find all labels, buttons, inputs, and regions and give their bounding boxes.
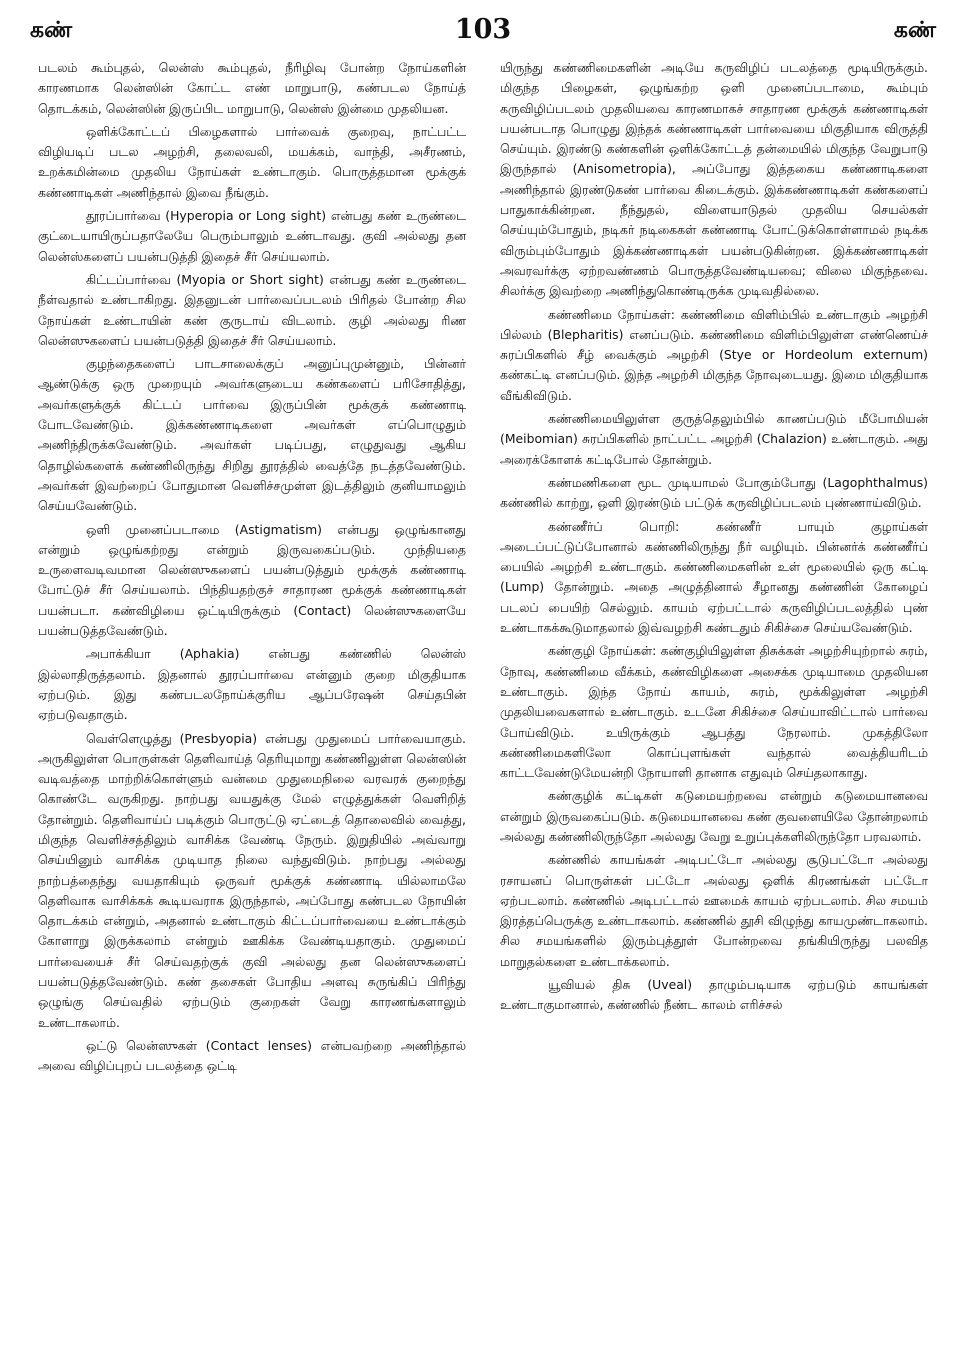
paragraph: அபாக்கியா (Aphakia) என்பது கண்ணில் லென்ஸ் இல்லாதிருத்தலாம். இதனால் தூரப்பார்வை என்னும் குறை மிகுதியாக ஏற்படும். இது கண்படலநோய்க்குரிய ஆப்பரேஷன் செய்தபின் ஏற்படுவதாகும். bbox=[38, 646, 466, 723]
header-right-keyword: கண் bbox=[893, 18, 936, 43]
page-header bbox=[0, 14, 966, 54]
paragraph: ஒளிக்கோட்டப் பிழைகளால் பார்வைக் குறைவு, நாட்பட்ட விழியடிப் படல அழற்சி, தலைவலி, மயக்கம், வாந்தி, அசீரணம், உறக்கமின்மை முதலிய நோய்கள் உண்டாகும். பொருத்தமான மூக்குக் கண்ணாடிகள் அணிந்தால் இவை நீங்கும். bbox=[38, 123, 466, 200]
paragraph: கண்ணிமை நோய்கள்: கண்ணிமை விளிம்பில் உண்டாகும் அழற்சி பில்லம் (Blepharitis) எனப்படும். கண்ணிமை விளிம்பிலுள்ள எண்ணெய்ச் சுரப்பிகளில் சீழ் வைக்கும் அழற்சி (Stye or Hordeolum externum) கண்கட்டி எனப்படும். இந்த அழற்சி மிகுந்த நோவுடையது. இமை மிகுதியாக வீங்கிவிடும். bbox=[500, 306, 928, 403]
paragraph: குழந்தைகளைப் பாடசாலைக்குப் அனுப்புமுன்னும், பின்னர் ஆண்டுக்கு ஒரு முறையும் அவர்களுடைய கண்களைப் பரிசோதித்து, அவர்களுக்குக் கிட்டப் பார்வை இருப்பின் மூக்குக் கண்ணாடி போடவேண்டும். இக்கண்ணாடிகளை அவர்கள் எப்பொழுதும் அணிந்திருக்கவேண்டும். அவர்கள் படிப்பது, எழுதுவது ஆகிய தொழில்களைக் கண்ணிலிருந்து சிறிது தூரத்தில் வைத்தே நடத்தவேண்டும். அவர்கள் இவற்றைப் போதுமான வெளிச்சமுள்ள இடத்திலும் குனியாமலும் செய்யவேண்டும். bbox=[38, 356, 466, 514]
page-number: 103 bbox=[454, 14, 512, 45]
paragraph: கண்மணிகளை மூட முடியாமல் போகும்போது (Lagophthalmus) கண்ணில் காற்று, ஒளி இரண்டும் பட்டுக் கருவிழிப்படலம் புண்ணாய்விடும். bbox=[500, 474, 928, 511]
paragraph: வெள்ளெழுத்து (Presbyopia) என்பது முதுமைப் பார்வையாகும். அருகிலுள்ள பொருள்கள் தெளிவாய்த் தெரியுமாறு கண்ணிலுள்ள லென்ஸின் வடிவத்தை மாற்றிக்கொள்ளும் வன்மை முதுமைநிலை வரவரக் குறைந்து கொண்டே வருகிறது. நாற்பது வயதுக்கு மேல் எழுத்துக்கள் வெளிறித் தோன்றும். தெளிவாய்ப் படிக்கும் பொருட்டு ஏட்டைத் தொலைவில் வைத்து, மிகுந்த வெளிச்சத்திலும் வாசிக்க வேண்டி நேரும். இறுதியில் அவ்வாறு செய்யினும் வாசிக்க முடியாத நிலை வந்துவிடும். நாற்பது அல்லது நாற்பத்தைந்து வயதாகியும் ஒருவர் மூக்குக் கண்ணாடி யில்லாமலே தெளிவாக வாசிக்கக் கூடியவராக இருந்தால், அப்போது கண்படல நோயின் தொடக்கம் என்றும், அதனால் உண்டாகும் கிட்டப்பார்வையை உண்டாக்கும் கோளாறு இருக்கலாம் என்றும் ஊகிக்க வேண்டியதாகும். முதுமைப் பார்வையைச் சீர் செய்வதற்குக் குவி அல்லது தன லென்ஸுகளைப் பயன்படுத்தவேண்டும். கண் தசைகள் போதிய அளவு சுருங்கிப் பிரிந்து ஒழுங்கு செய்வதில் ஏற்படும் குறைகள் வேறு காரணங்களாலும் உண்டாகலாம். bbox=[38, 730, 466, 1030]
paragraph: கண்குழிக் கட்டிகள் கடுமையற்றவை என்றும் கடுமையானவை என்றும் இருவகைப்படும். கடுமையானவை கண் குவளையிலே தோன்றலாம் அல்லது கண்ணிலிருந்தோ அல்லது வேறு உறுப்புக்களிலிருந்தோ பரவலாம். bbox=[500, 788, 928, 844]
paragraph: கிட்டப்பார்வை (Myopia or Short sight) என்பது கண் உருண்டை நீள்வதால் உண்டாகிறது. இதனுடன் பார்வைப்படலம் பிரிதல் போன்ற சில நோய்கள் உண்டாயின் கண் குருடாய் விடலாம். குழி அல்லது ரிண லென்ஸுகளைப் பயன்படுத்தி இதைச் சீர் செய்யலாம். bbox=[38, 271, 466, 348]
paragraph: கண்ணீர்ப் பொறி: கண்ணீர் பாயும் குழாய்கள் அடைப்பட்டுப்போனால் கண்ணிலிருந்து நீர் வழியும். பின்னர்க் கண்ணீர்ப் பையில் அழற்சி உண்டாகும். கண்ணிமைகளின் உள் மூலையில் ஒரு கட்டி (Lump) தோன்றும். அதை அழுத்தினால் சீழானது கண்ணின் கோழைப் படலப் பையிற் செல்லும். காயம் ஏற்பட்டால் கருவிழிப்படலத்தில் புண் உண்டாகக்கூடுமாதலால் இவ்வழற்சி கண்டதும் சிகிச்சை செய்யவேண்டும். bbox=[500, 518, 928, 636]
paragraph: படலம் கூம்புதல், லென்ஸ் கூம்புதல், நீரிழிவு போன்ற நோய்களின் காரணமாக லென்ஸின் கோட்ட எண் மாறுபாடு, கண்படல நோய்த் தொடக்கம், லென்ஸின் இருப்பிட மாறுபாடு, லென்ஸ் இன்மை முதலியன. bbox=[38, 60, 466, 116]
paragraph: ஒட்டு லென்ஸுகள் (Contact lenses) என்பவற்றை அணிந்தால் அவை விழிப்புறப் படலத்தை ஒட்டி bbox=[38, 1037, 466, 1074]
paragraph: கண்குழி நோய்கள்: கண்குழியிலுள்ள திசுக்கள் அழற்சியுற்றால் சுரம், நோவு, கண்ணிமை வீக்கம், கண்விழிகளை அசைக்க முடியாமை முதலியன உண்டாகும். இந்த நோய் காயம், சுரம், மூக்கிலுள்ள அழற்சி முதலியவைகளால் உண்டாகும். உடனே சிகிச்சை செய்யாவிட்டால் பார்வை போய்விடும். உயிருக்கும் ஆபத்து நேரலாம். முகத்திலோ கண்ணிமைகளிலோ கொப்புளங்கள் வந்தால் வைத்தியரிடம் காட்டவேண்டுமேயன்றி நோயாளி தானாக எதுவும் செய்தலாகாது. bbox=[500, 643, 928, 781]
paragraph: யூவியல் திசு (Uveal) தாழும்படியாக ஏற்படும் காயங்கள் உண்டாகுமானால், கண்ணில் நீண்ட காலம் எரிச்சல் bbox=[500, 977, 928, 1013]
header-left-keyword: கண் bbox=[30, 18, 73, 43]
paragraph: தூரப்பார்வை (Hyperopia or Long sight) என்பது கண் உருண்டை குட்டையாயிருப்பதாலேயே பெரும்பாலும் உண்டாவது. குவி அல்லது தன லென்ஸ்களைப் பயன்படுத்தி இதைச் சீர் செய்யலாம். bbox=[38, 208, 466, 264]
right-column bbox=[500, 58, 928, 1019]
paragraph: கண்ணில் காயங்கள் அடிபட்டோ அல்லது சூடுபட்டோ அல்லது ரசாயனப் பொருள்கள் பட்டோ அல்லது ஒளிக் கிரணங்கள் பட்டோ ஏற்படலாம். கண்ணில் அடிபட்டால் ஊமைக் காயம் ஏற்படலாம். சில சமயம் இரத்தப்பெருக்கு உண்டாகலாம். கண்ணில் தூசி விழுந்து காயமுண்டாகலாம். சில சமயங்களில் இரும்புத்தூள் போன்றவை தங்கியிருந்து பலவித மாறுதல்களை உண்டாக்கலாம். bbox=[500, 852, 928, 969]
paragraph: கண்ணிமையிலுள்ள குருத்தெலும்பில் காணப்படும் மீபோமியன் (Meibomian) சுரப்பிகளில் நாட்பட்ட அழற்சி (Chalazion) உண்டாகும். அது அரைக்கோளக் கட்டிபோல் தோன்றும். bbox=[500, 411, 928, 467]
paragraph: ஒளி முனைப்படாமை (Astigmatism) என்பது ஒழுங்கானது என்றும் ஒழுங்கற்றது என்றும் இருவகைப்படும். முந்தியதை உருளைவடிவமான லென்ஸுகளைப் பயன்படுத்தும் மூக்குக் கண்ணாடி போட்டுச் சீர் செய்யலாம். பிந்தியதற்குச் சாதாரண மூக்குக் கண்ணாடிகள் பயன்படா. கண்விழியை ஒட்டியிருக்கும் (Contact) லென்ஸுகளையே பயன்படுத்தவேண்டும். bbox=[38, 521, 466, 639]
paragraph: யிருந்து கண்ணிமைகளின் அடியே கருவிழிப் படலத்தை மூடியிருக்கும். மிகுந்த பிழைகள், ஒழுங்கற்ற ஒளி முனைப்படாமை, கூம்பும் கருவிழிப்படலம் முதலியவை காரணமாகச் சாதாரண மூக்குக் கண்ணாடிகள் பயன்படாத பொழுது இந்தக் கண்ணாடிகள் பார்வையை மிகுதியாக விருத்தி செய்யும். இரண்டு கண்களின் ஒளிக்கோட்டத் தன்மையில் மிகுந்த வேறுபாடு இருந்தால் (Anisometropia), அப்போது இத்தகைய கண்ணாடிகளை அணிந்தால் இரண்டுகண் பார்வை கிடைக்கும். இக்கண்ணாடிகள் கண்களைப் பாதுகாக்கின்றன. நீந்துதல், விளையாடுதல் முதலிய செயல்கள் செய்யும்போதும், நடிகர் நடிகைகள் கண்ணாடி போட்டுக்கொள்ளாமல் நடிக்க விரும்பும்போதும் இக்கண்ணாடிகள் பயன்படுகின்றன. இக்கண்ணாடிகள் அவரவர்க்கு ஏற்றவண்ணம் பொருத்தவேண்டியவை; விலை மிகுந்தவை. சிலர்க்கு இவற்றை அணிந்துகொண்டிருக்க முடிவதில்லை. bbox=[500, 60, 928, 299]
left-column bbox=[38, 58, 466, 1080]
